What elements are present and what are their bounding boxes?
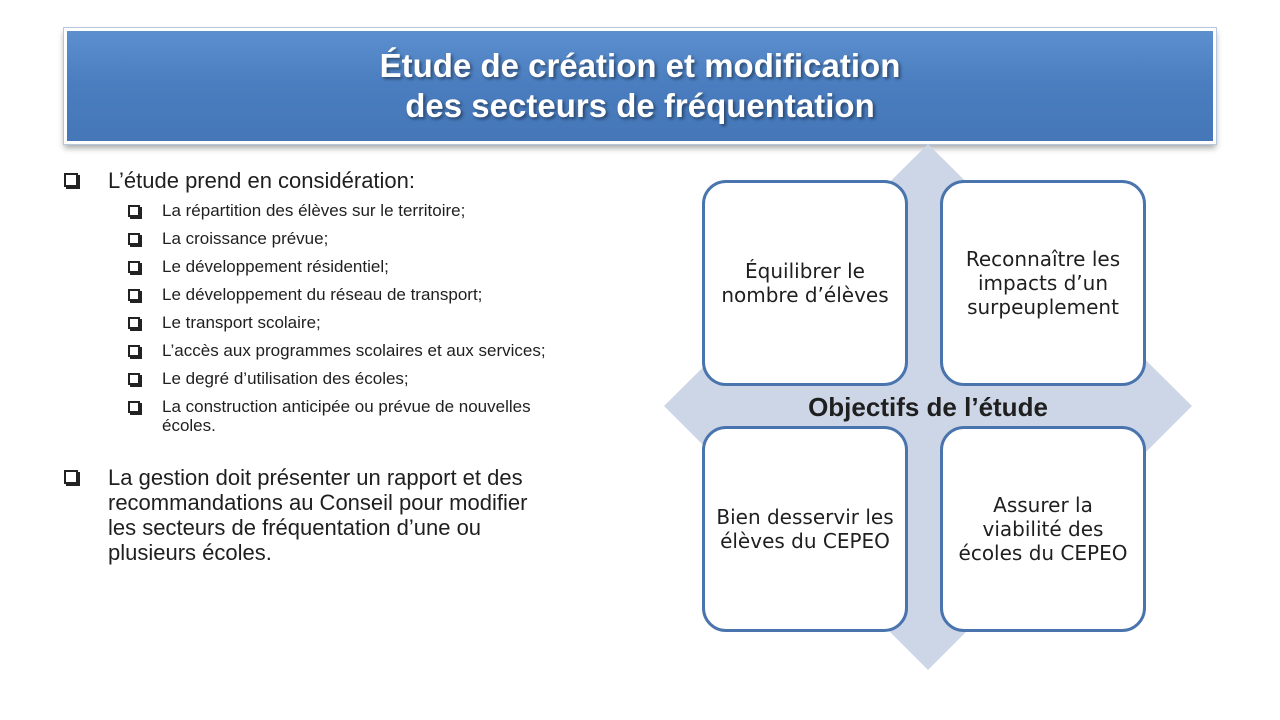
sub-bullet-text: La construction anticipée ou prévue de nouvelles écoles. (162, 397, 531, 435)
sub-bullet-item (128, 313, 584, 332)
objective-box-viability (940, 426, 1146, 632)
objectives-diagram (664, 144, 1192, 670)
sub-bullet-item (128, 397, 584, 435)
sub-bullet-text: La répartition des élèves sur le territoire; (162, 201, 466, 220)
gestion-text: La gestion doit présenter un rapport et des recommandations au Conseil pour modifier les secteurs de fréquentation d’une ou plusieurs écoles. (108, 465, 528, 565)
sub-bullet-item (128, 229, 584, 248)
checkbox-bullet-icon (64, 470, 78, 484)
checkbox-bullet-icon (128, 345, 140, 357)
title-banner (64, 28, 1216, 144)
sub-bullet-text: Le développement du réseau de transport; (162, 285, 483, 304)
bullet-content (64, 168, 584, 565)
checkbox-bullet-icon (64, 173, 78, 187)
objective-box-impacts (940, 180, 1146, 386)
sub-bullet-text: Le degré d’utilisation des écoles; (162, 369, 409, 388)
sub-bullet-item (128, 257, 584, 276)
sub-bullet-item (128, 369, 584, 388)
title-line-1: Étude de création et modification (379, 47, 901, 84)
sub-bullet-item (128, 201, 584, 220)
sub-bullet-text: L’accès aux programmes scolaires et aux services; (162, 341, 546, 360)
objective-box-serve (702, 426, 908, 632)
bullet-intro (64, 168, 584, 193)
checkbox-bullet-icon (128, 317, 140, 329)
title-line-2: des secteurs de fréquentation (405, 87, 875, 124)
checkbox-bullet-icon (128, 401, 140, 413)
checkbox-bullet-icon (128, 261, 140, 273)
checkbox-bullet-icon (128, 233, 140, 245)
sub-bullet-text: Le développement résidentiel; (162, 257, 389, 276)
sub-bullet-text: La croissance prévue; (162, 229, 329, 248)
objective-text: Bien desservir les élèves du CEPEO (716, 505, 894, 553)
objective-text: Reconnaître les impacts d’un surpeuplement (965, 247, 1121, 319)
checkbox-bullet-icon (128, 205, 140, 217)
sub-bullet-item (128, 341, 584, 360)
sub-bullet-list (128, 201, 584, 435)
sub-bullet-text: Le transport scolaire; (162, 313, 321, 332)
diagram-center-label: Objectifs de l’étude (808, 392, 1048, 422)
sub-bullet-item (128, 285, 584, 304)
objective-text: Assurer la viabilité des écoles du CEPEO (958, 493, 1128, 565)
objective-text: Équilibrer le nombre d’élèves (721, 259, 889, 307)
checkbox-bullet-icon (128, 373, 140, 385)
intro-text: L’étude prend en considération: (108, 168, 416, 193)
bullet-gestion (64, 465, 584, 565)
objective-box-balance (702, 180, 908, 386)
checkbox-bullet-icon (128, 289, 140, 301)
